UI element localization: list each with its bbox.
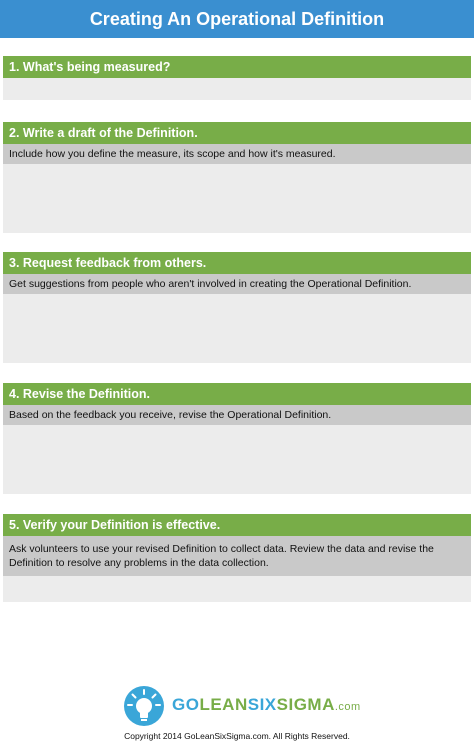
section-instructions: Include how you define the measure, its scope and how it's measured. (3, 144, 471, 164)
logo-part: GO (172, 695, 200, 714)
section-measured (3, 56, 471, 100)
section-revise (3, 383, 471, 494)
section-heading: 4. Revise the Definition. (3, 383, 471, 405)
section-heading: 1. What's being measured? (3, 56, 471, 78)
answer-area[interactable] (3, 164, 471, 233)
section-draft (3, 122, 471, 233)
section-feedback (3, 252, 471, 363)
answer-area[interactable] (3, 576, 471, 602)
answer-area[interactable] (3, 78, 471, 100)
footer (0, 685, 474, 749)
section-heading: 3. Request feedback from others. (3, 252, 471, 274)
copyright-text: Copyright 2014 GoLeanSixSigma.com. All Rights Reserved. (124, 731, 350, 741)
logo-wordmark (172, 695, 361, 715)
section-instructions: Based on the feedback you receive, revise the Operational Definition. (3, 405, 471, 425)
answer-area[interactable] (3, 294, 471, 363)
logo-badge (124, 686, 164, 726)
lightbulb-icon (124, 686, 164, 726)
section-instructions: Get suggestions from people who aren't involved in creating the Operational Definition. (3, 274, 471, 294)
section-heading: 5. Verify your Definition is effective. (3, 514, 471, 536)
answer-area[interactable] (3, 425, 471, 494)
logo-part: .com (334, 701, 361, 713)
logo-part: SIX (247, 695, 277, 714)
page-title: Creating An Operational Definition (0, 0, 474, 38)
logo-part: LEAN (199, 695, 248, 714)
section-heading: 2. Write a draft of the Definition. (3, 122, 471, 144)
section-verify (3, 514, 471, 602)
logo-part: SIGMA (276, 695, 335, 714)
section-instructions: Ask volunteers to use your revised Definition to collect data. Review the data and revise the Definition to resolve any problems in the data collection. (3, 536, 471, 576)
